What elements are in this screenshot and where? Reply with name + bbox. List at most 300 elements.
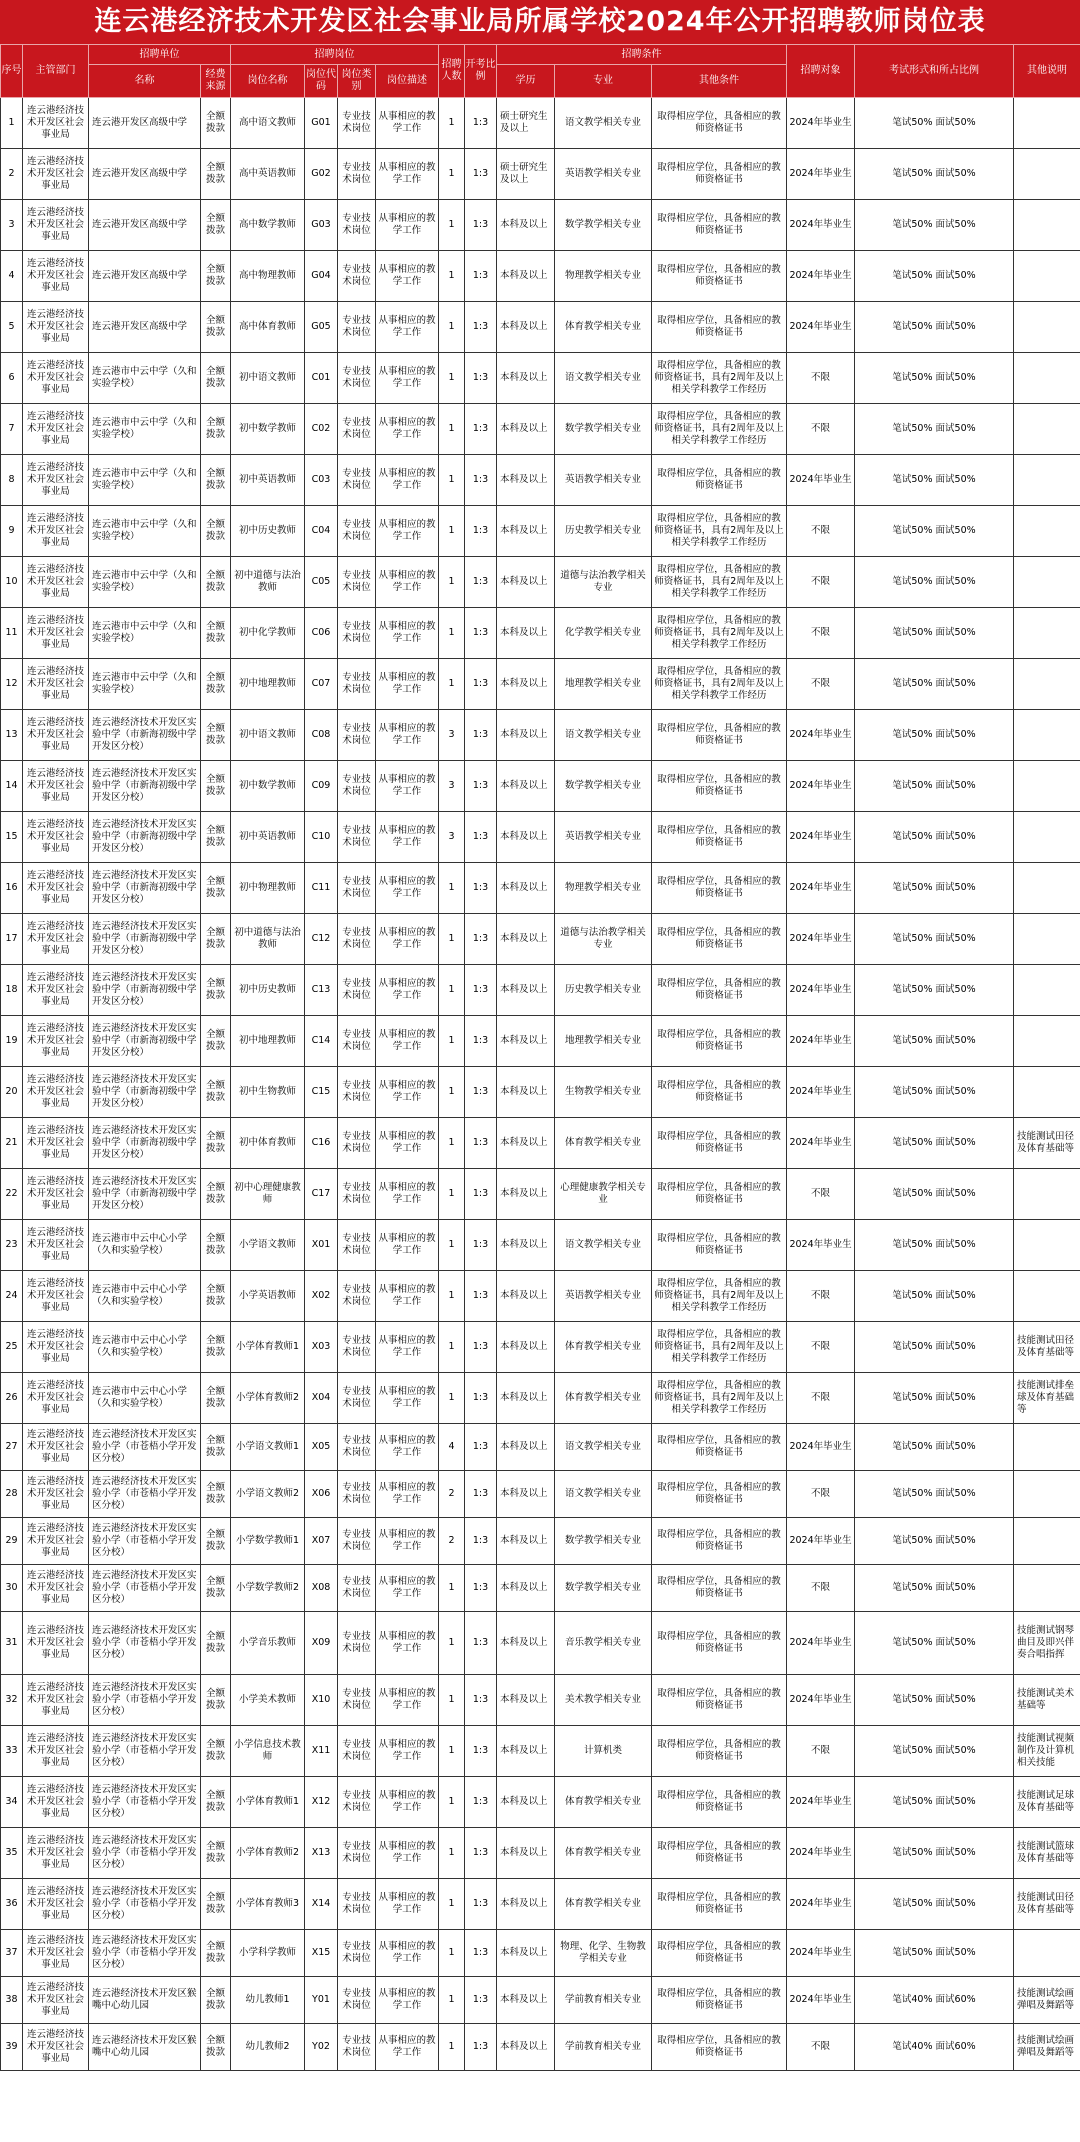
cell-count: 1 — [439, 1067, 465, 1118]
cell-code: C14 — [305, 1016, 338, 1067]
cell-unit: 连云港经济技术开发区猴嘴中心幼儿园 — [89, 2024, 201, 2071]
cell-ratio: 1:3 — [465, 506, 497, 557]
cell-target: 2024年毕业生 — [787, 1016, 855, 1067]
cell-desc: 从事相应的教学工作 — [376, 710, 439, 761]
cell-exam: 笔试50% 面试50% — [855, 1828, 1014, 1879]
header-ratio: 开考比例 — [465, 45, 497, 98]
cell-desc: 从事相应的教学工作 — [376, 1424, 439, 1471]
cell-target: 2024年毕业生 — [787, 455, 855, 506]
cell-unit: 连云港经济技术开发区实验中学（市新海初级中学开发区分校） — [89, 1118, 201, 1169]
cell-other: 技能测试美术基础等 — [1014, 1675, 1080, 1726]
cell-other: 技能测试排垒球及体育基础等 — [1014, 1373, 1080, 1424]
cell-seq: 31 — [1, 1612, 23, 1675]
cell-post: 初中历史教师 — [231, 506, 305, 557]
cell-code: C11 — [305, 863, 338, 914]
table-row — [1, 506, 1080, 557]
cell-exam: 笔试50% 面试50% — [855, 965, 1014, 1016]
cell-target: 不限 — [787, 1322, 855, 1373]
cell-post-type: 专业技术岗位 — [338, 1726, 376, 1777]
cell-cond: 取得相应学位，具备相应的教师资格证书 — [652, 1879, 787, 1930]
cell-cond: 取得相应学位，具备相应的教师资格证书 — [652, 1565, 787, 1612]
cell-funding: 全额拨款 — [201, 506, 231, 557]
cell-other — [1014, 455, 1080, 506]
cell-unit: 连云港市中云中心小学（久和实验学校） — [89, 1373, 201, 1424]
cell-post: 初中地理教师 — [231, 1016, 305, 1067]
cell-edu: 本科及以上 — [497, 863, 555, 914]
cell-dept: 连云港经济技术开发区社会事业局 — [23, 455, 89, 506]
cell-seq: 12 — [1, 659, 23, 710]
table-row — [1, 1565, 1080, 1612]
cell-desc: 从事相应的教学工作 — [376, 1016, 439, 1067]
cell-edu: 本科及以上 — [497, 1930, 555, 1977]
cell-desc: 从事相应的教学工作 — [376, 557, 439, 608]
cell-count: 1 — [439, 404, 465, 455]
cell-seq: 30 — [1, 1565, 23, 1612]
cell-funding: 全额拨款 — [201, 1518, 231, 1565]
cell-dept: 连云港经济技术开发区社会事业局 — [23, 1471, 89, 1518]
cell-post-type: 专业技术岗位 — [338, 251, 376, 302]
table-row — [1, 1977, 1080, 2024]
cell-other — [1014, 1930, 1080, 1977]
cell-ratio: 1:3 — [465, 455, 497, 506]
cell-seq: 3 — [1, 200, 23, 251]
cell-edu: 本科及以上 — [497, 1518, 555, 1565]
cell-cond: 取得相应学位，具备相应的教师资格证书 — [652, 200, 787, 251]
cell-edu: 硕士研究生及以上 — [497, 98, 555, 149]
cell-major: 语文教学相关专业 — [555, 1471, 652, 1518]
cell-ratio: 1:3 — [465, 1675, 497, 1726]
cell-code: G05 — [305, 302, 338, 353]
cell-target: 2024年毕业生 — [787, 1612, 855, 1675]
cell-target: 2024年毕业生 — [787, 710, 855, 761]
cell-post-type: 专业技术岗位 — [338, 1169, 376, 1220]
table-row — [1, 1067, 1080, 1118]
cell-count: 1 — [439, 1322, 465, 1373]
cell-code: Y01 — [305, 1977, 338, 2024]
cell-desc: 从事相应的教学工作 — [376, 1322, 439, 1373]
cell-cond: 取得相应学位，具备相应的教师资格证书 — [652, 1977, 787, 2024]
cell-edu: 本科及以上 — [497, 710, 555, 761]
cell-post-type: 专业技术岗位 — [338, 200, 376, 251]
cell-count: 1 — [439, 914, 465, 965]
cell-post-type: 专业技术岗位 — [338, 1977, 376, 2024]
cell-cond: 取得相应学位，具备相应的教师资格证书 — [652, 455, 787, 506]
cell-funding: 全额拨款 — [201, 1118, 231, 1169]
header-edu: 学历 — [497, 65, 555, 98]
cell-cond: 取得相应学位，具备相应的教师资格证书 — [652, 1828, 787, 1879]
cell-seq: 32 — [1, 1675, 23, 1726]
cell-post-type: 专业技术岗位 — [338, 1565, 376, 1612]
cell-desc: 从事相应的教学工作 — [376, 1271, 439, 1322]
cell-major: 语文教学相关专业 — [555, 1424, 652, 1471]
cell-funding: 全额拨款 — [201, 1322, 231, 1373]
cell-exam: 笔试50% 面试50% — [855, 98, 1014, 149]
cell-ratio: 1:3 — [465, 1220, 497, 1271]
cell-target: 2024年毕业生 — [787, 1930, 855, 1977]
cell-cond: 取得相应学位，具备相应的教师资格证书，具有2周年及以上相关学科教学工作经历 — [652, 404, 787, 455]
cell-cond: 取得相应学位，具备相应的教师资格证书 — [652, 1518, 787, 1565]
cell-major: 语文教学相关专业 — [555, 710, 652, 761]
cell-dept: 连云港经济技术开发区社会事业局 — [23, 1612, 89, 1675]
cell-exam: 笔试50% 面试50% — [855, 506, 1014, 557]
cell-ratio: 1:3 — [465, 1726, 497, 1777]
cell-count: 1 — [439, 1220, 465, 1271]
cell-cond: 取得相应学位，具备相应的教师资格证书 — [652, 251, 787, 302]
cell-count: 4 — [439, 1424, 465, 1471]
cell-exam: 笔试50% 面试50% — [855, 863, 1014, 914]
cell-edu: 本科及以上 — [497, 1828, 555, 1879]
cell-code: C16 — [305, 1118, 338, 1169]
cell-ratio: 1:3 — [465, 1373, 497, 1424]
cell-desc: 从事相应的教学工作 — [376, 200, 439, 251]
cell-ratio: 1:3 — [465, 761, 497, 812]
cell-major: 地理教学相关专业 — [555, 659, 652, 710]
cell-post-type: 专业技术岗位 — [338, 914, 376, 965]
cell-exam: 笔试50% 面试50% — [855, 1879, 1014, 1930]
cell-cond: 取得相应学位，具备相应的教师资格证书 — [652, 149, 787, 200]
cell-count: 1 — [439, 1977, 465, 2024]
cell-cond: 取得相应学位，具备相应的教师资格证书，具有2周年及以上相关学科教学工作经历 — [652, 659, 787, 710]
cell-funding: 全额拨款 — [201, 302, 231, 353]
cell-cond: 取得相应学位，具备相应的教师资格证书，具有2周年及以上相关学科教学工作经历 — [652, 1322, 787, 1373]
cell-other — [1014, 149, 1080, 200]
cell-count: 3 — [439, 812, 465, 863]
cell-funding: 全额拨款 — [201, 1373, 231, 1424]
cell-count: 1 — [439, 200, 465, 251]
cell-target: 不限 — [787, 1471, 855, 1518]
header-exam: 考试形式和所占比例 — [855, 45, 1014, 98]
cell-count: 1 — [439, 1169, 465, 1220]
cell-edu: 本科及以上 — [497, 251, 555, 302]
cell-major: 数学教学相关专业 — [555, 761, 652, 812]
cell-post: 小学语文教师1 — [231, 1424, 305, 1471]
cell-funding: 全额拨款 — [201, 200, 231, 251]
cell-edu: 本科及以上 — [497, 761, 555, 812]
cell-exam: 笔试50% 面试50% — [855, 1675, 1014, 1726]
cell-seq: 11 — [1, 608, 23, 659]
cell-exam: 笔试50% 面试50% — [855, 1016, 1014, 1067]
cell-dept: 连云港经济技术开发区社会事业局 — [23, 1930, 89, 1977]
cell-dept: 连云港经济技术开发区社会事业局 — [23, 404, 89, 455]
table-row — [1, 761, 1080, 812]
cell-other — [1014, 659, 1080, 710]
cell-dept: 连云港经济技术开发区社会事业局 — [23, 200, 89, 251]
cell-dept: 连云港经济技术开发区社会事业局 — [23, 1977, 89, 2024]
cell-code: X07 — [305, 1518, 338, 1565]
cell-target: 不限 — [787, 608, 855, 659]
cell-post: 小学体育教师1 — [231, 1322, 305, 1373]
cell-exam: 笔试50% 面试50% — [855, 659, 1014, 710]
cell-post-type: 专业技术岗位 — [338, 1777, 376, 1828]
cell-ratio: 1:3 — [465, 914, 497, 965]
cell-major: 体育教学相关专业 — [555, 1373, 652, 1424]
cell-desc: 从事相应的教学工作 — [376, 455, 439, 506]
cell-seq: 7 — [1, 404, 23, 455]
cell-code: X13 — [305, 1828, 338, 1879]
cell-dept: 连云港经济技术开发区社会事业局 — [23, 1565, 89, 1612]
cell-target: 2024年毕业生 — [787, 200, 855, 251]
cell-target: 2024年毕业生 — [787, 1220, 855, 1271]
cell-post-type: 专业技术岗位 — [338, 302, 376, 353]
cell-post: 小学体育教师2 — [231, 1828, 305, 1879]
cell-seq: 39 — [1, 2024, 23, 2071]
cell-post: 小学英语教师 — [231, 1271, 305, 1322]
cell-count: 1 — [439, 251, 465, 302]
header-post-name: 岗位名称 — [231, 65, 305, 98]
cell-seq: 33 — [1, 1726, 23, 1777]
cell-seq: 37 — [1, 1930, 23, 1977]
cell-code: C01 — [305, 353, 338, 404]
cell-unit: 连云港市中云中学（久和实验学校） — [89, 659, 201, 710]
cell-other: 技能测试田径及体育基础等 — [1014, 1322, 1080, 1373]
cell-ratio: 1:3 — [465, 1169, 497, 1220]
cell-ratio: 1:3 — [465, 1424, 497, 1471]
cell-seq: 6 — [1, 353, 23, 404]
cell-exam: 笔试50% 面试50% — [855, 1930, 1014, 1977]
cell-unit: 连云港开发区高级中学 — [89, 98, 201, 149]
cell-other — [1014, 608, 1080, 659]
table-row — [1, 659, 1080, 710]
cell-seq: 16 — [1, 863, 23, 914]
cell-edu: 本科及以上 — [497, 1322, 555, 1373]
cell-edu: 本科及以上 — [497, 1777, 555, 1828]
cell-count: 2 — [439, 1471, 465, 1518]
cell-major: 地理教学相关专业 — [555, 1016, 652, 1067]
cell-seq: 23 — [1, 1220, 23, 1271]
cell-other — [1014, 710, 1080, 761]
cell-desc: 从事相应的教学工作 — [376, 1726, 439, 1777]
cell-unit: 连云港经济技术开发区实验小学（市苍梧小学开发区分校） — [89, 1518, 201, 1565]
cell-major: 道德与法治教学相关专业 — [555, 557, 652, 608]
cell-funding: 全额拨款 — [201, 98, 231, 149]
cell-seq: 17 — [1, 914, 23, 965]
cell-cond: 取得相应学位，具备相应的教师资格证书 — [652, 761, 787, 812]
table-row — [1, 965, 1080, 1016]
cell-funding: 全额拨款 — [201, 863, 231, 914]
cell-count: 1 — [439, 506, 465, 557]
cell-dept: 连云港经济技术开发区社会事业局 — [23, 914, 89, 965]
table-row — [1, 1612, 1080, 1675]
cell-post: 小学信息技术教师 — [231, 1726, 305, 1777]
cell-code: C07 — [305, 659, 338, 710]
table-row — [1, 1930, 1080, 1977]
cell-post: 高中物理教师 — [231, 251, 305, 302]
cell-cond: 取得相应学位，具备相应的教师资格证书 — [652, 1612, 787, 1675]
cell-desc: 从事相应的教学工作 — [376, 2024, 439, 2071]
cell-funding: 全额拨款 — [201, 1675, 231, 1726]
cell-other: 技能测试绘画弹唱及舞蹈等 — [1014, 1977, 1080, 2024]
cell-post: 高中语文教师 — [231, 98, 305, 149]
cell-ratio: 1:3 — [465, 98, 497, 149]
cell-seq: 38 — [1, 1977, 23, 2024]
cell-post: 幼儿教师1 — [231, 1977, 305, 2024]
cell-major: 心理健康教学相关专业 — [555, 1169, 652, 1220]
header-funding: 经费来源 — [201, 65, 231, 98]
cell-major: 化学教学相关专业 — [555, 608, 652, 659]
cell-funding: 全额拨款 — [201, 1169, 231, 1220]
cell-code: X12 — [305, 1777, 338, 1828]
cell-funding: 全额拨款 — [201, 149, 231, 200]
cell-seq: 10 — [1, 557, 23, 608]
cell-ratio: 1:3 — [465, 353, 497, 404]
cell-code: X08 — [305, 1565, 338, 1612]
cell-edu: 本科及以上 — [497, 404, 555, 455]
cell-code: X06 — [305, 1471, 338, 1518]
cell-exam: 笔试50% 面试50% — [855, 761, 1014, 812]
cell-desc: 从事相应的教学工作 — [376, 1220, 439, 1271]
cell-cond: 取得相应学位，具备相应的教师资格证书，具有2周年及以上相关学科教学工作经历 — [652, 1271, 787, 1322]
cell-code: C12 — [305, 914, 338, 965]
header-target: 招聘对象 — [787, 45, 855, 98]
cell-ratio: 1:3 — [465, 863, 497, 914]
cell-post-type: 专业技术岗位 — [338, 1612, 376, 1675]
cell-funding: 全额拨款 — [201, 353, 231, 404]
cell-code: C08 — [305, 710, 338, 761]
cell-unit: 连云港市中云中学（久和实验学校） — [89, 608, 201, 659]
cell-cond: 取得相应学位，具备相应的教师资格证书，具有2周年及以上相关学科教学工作经历 — [652, 557, 787, 608]
cell-code: G04 — [305, 251, 338, 302]
cell-major: 音乐教学相关专业 — [555, 1612, 652, 1675]
cell-funding: 全额拨款 — [201, 2024, 231, 2071]
cell-edu: 本科及以上 — [497, 1565, 555, 1612]
cell-ratio: 1:3 — [465, 659, 497, 710]
cell-count: 1 — [439, 1726, 465, 1777]
cell-desc: 从事相应的教学工作 — [376, 302, 439, 353]
cell-major: 体育教学相关专业 — [555, 1879, 652, 1930]
cell-major: 语文教学相关专业 — [555, 353, 652, 404]
cell-seq: 36 — [1, 1879, 23, 1930]
cell-target: 2024年毕业生 — [787, 1067, 855, 1118]
cell-code: X01 — [305, 1220, 338, 1271]
cell-code: C09 — [305, 761, 338, 812]
cell-unit: 连云港经济技术开发区实验中学（市新海初级中学开发区分校） — [89, 710, 201, 761]
cell-code: G02 — [305, 149, 338, 200]
cell-other: 技能测试足球及体育基础等 — [1014, 1777, 1080, 1828]
cell-other — [1014, 1067, 1080, 1118]
cell-exam: 笔试50% 面试50% — [855, 455, 1014, 506]
cell-edu: 本科及以上 — [497, 1726, 555, 1777]
cell-count: 2 — [439, 1518, 465, 1565]
cell-edu: 本科及以上 — [497, 965, 555, 1016]
cell-target: 不限 — [787, 353, 855, 404]
cell-dept: 连云港经济技术开发区社会事业局 — [23, 1169, 89, 1220]
cell-dept: 连云港经济技术开发区社会事业局 — [23, 659, 89, 710]
cell-unit: 连云港市中云中心小学（久和实验学校） — [89, 1220, 201, 1271]
cell-code: G01 — [305, 98, 338, 149]
cell-unit: 连云港市中云中心小学（久和实验学校） — [89, 1271, 201, 1322]
header-post-type: 岗位类别 — [338, 65, 376, 98]
cell-edu: 本科及以上 — [497, 506, 555, 557]
cell-target: 不限 — [787, 1169, 855, 1220]
cell-dept: 连云港经济技术开发区社会事业局 — [23, 1777, 89, 1828]
cell-cond: 取得相应学位，具备相应的教师资格证书 — [652, 1220, 787, 1271]
cell-unit: 连云港市中云中学（久和实验学校） — [89, 455, 201, 506]
table-row — [1, 1518, 1080, 1565]
cell-seq: 27 — [1, 1424, 23, 1471]
cell-unit: 连云港经济技术开发区实验小学（市苍梧小学开发区分校） — [89, 1565, 201, 1612]
header-unit-group: 招聘单位 — [89, 45, 231, 65]
cell-post-type: 专业技术岗位 — [338, 1424, 376, 1471]
cell-desc: 从事相应的教学工作 — [376, 1777, 439, 1828]
cell-seq: 5 — [1, 302, 23, 353]
cell-post-type: 专业技术岗位 — [338, 1220, 376, 1271]
cell-cond: 取得相应学位，具备相应的教师资格证书 — [652, 1118, 787, 1169]
cell-cond: 取得相应学位，具备相应的教师资格证书 — [652, 1169, 787, 1220]
cell-desc: 从事相应的教学工作 — [376, 149, 439, 200]
cell-target: 不限 — [787, 506, 855, 557]
cell-major: 美术教学相关专业 — [555, 1675, 652, 1726]
cell-unit: 连云港市中云中学（久和实验学校） — [89, 353, 201, 404]
cell-major: 语文教学相关专业 — [555, 1220, 652, 1271]
cell-count: 1 — [439, 557, 465, 608]
cell-other — [1014, 302, 1080, 353]
cell-exam: 笔试50% 面试50% — [855, 353, 1014, 404]
cell-funding: 全额拨款 — [201, 1220, 231, 1271]
cell-edu: 本科及以上 — [497, 353, 555, 404]
page-title: 连云港经济技术开发区社会事业局所属学校2024年公开招聘教师岗位表 — [0, 0, 1080, 44]
cell-desc: 从事相应的教学工作 — [376, 1565, 439, 1612]
cell-funding: 全额拨款 — [201, 761, 231, 812]
cell-post: 初中道德与法治教师 — [231, 914, 305, 965]
cell-cond: 取得相应学位，具备相应的教师资格证书 — [652, 1930, 787, 1977]
cell-ratio: 1:3 — [465, 1471, 497, 1518]
cell-unit: 连云港经济技术开发区猴嘴中心幼儿园 — [89, 1977, 201, 2024]
cell-dept: 连云港经济技术开发区社会事业局 — [23, 302, 89, 353]
cell-seq: 1 — [1, 98, 23, 149]
cell-unit: 连云港经济技术开发区实验小学（市苍梧小学开发区分校） — [89, 1828, 201, 1879]
cell-ratio: 1:3 — [465, 2024, 497, 2071]
table-row — [1, 710, 1080, 761]
cell-ratio: 1:3 — [465, 200, 497, 251]
cell-edu: 本科及以上 — [497, 1118, 555, 1169]
table-row — [1, 1016, 1080, 1067]
cell-other — [1014, 1518, 1080, 1565]
cell-desc: 从事相应的教学工作 — [376, 812, 439, 863]
cell-target: 不限 — [787, 1726, 855, 1777]
cell-dept: 连云港经济技术开发区社会事业局 — [23, 1726, 89, 1777]
cell-target: 2024年毕业生 — [787, 1828, 855, 1879]
cell-count: 1 — [439, 1373, 465, 1424]
cell-edu: 本科及以上 — [497, 1067, 555, 1118]
cell-edu: 本科及以上 — [497, 608, 555, 659]
cell-dept: 连云港经济技术开发区社会事业局 — [23, 1322, 89, 1373]
cell-code: C15 — [305, 1067, 338, 1118]
table-row — [1, 1471, 1080, 1518]
cell-cond: 取得相应学位，具备相应的教师资格证书 — [652, 1016, 787, 1067]
cell-target: 不限 — [787, 404, 855, 455]
cell-desc: 从事相应的教学工作 — [376, 1879, 439, 1930]
cell-unit: 连云港经济技术开发区实验小学（市苍梧小学开发区分校） — [89, 1777, 201, 1828]
cell-major: 体育教学相关专业 — [555, 1118, 652, 1169]
cell-edu: 本科及以上 — [497, 1016, 555, 1067]
cell-count: 1 — [439, 1016, 465, 1067]
cell-target: 2024年毕业生 — [787, 302, 855, 353]
cell-post: 初中化学教师 — [231, 608, 305, 659]
cell-seq: 8 — [1, 455, 23, 506]
cell-edu: 本科及以上 — [497, 200, 555, 251]
cell-code: X11 — [305, 1726, 338, 1777]
cell-post: 小学语文教师2 — [231, 1471, 305, 1518]
cell-code: C06 — [305, 608, 338, 659]
cell-post: 初中数学教师 — [231, 761, 305, 812]
cell-count: 1 — [439, 1675, 465, 1726]
cell-dept: 连云港经济技术开发区社会事业局 — [23, 557, 89, 608]
cell-edu: 硕士研究生及以上 — [497, 149, 555, 200]
cell-edu: 本科及以上 — [497, 557, 555, 608]
cell-edu: 本科及以上 — [497, 1879, 555, 1930]
cell-funding: 全额拨款 — [201, 1471, 231, 1518]
cell-code: C02 — [305, 404, 338, 455]
